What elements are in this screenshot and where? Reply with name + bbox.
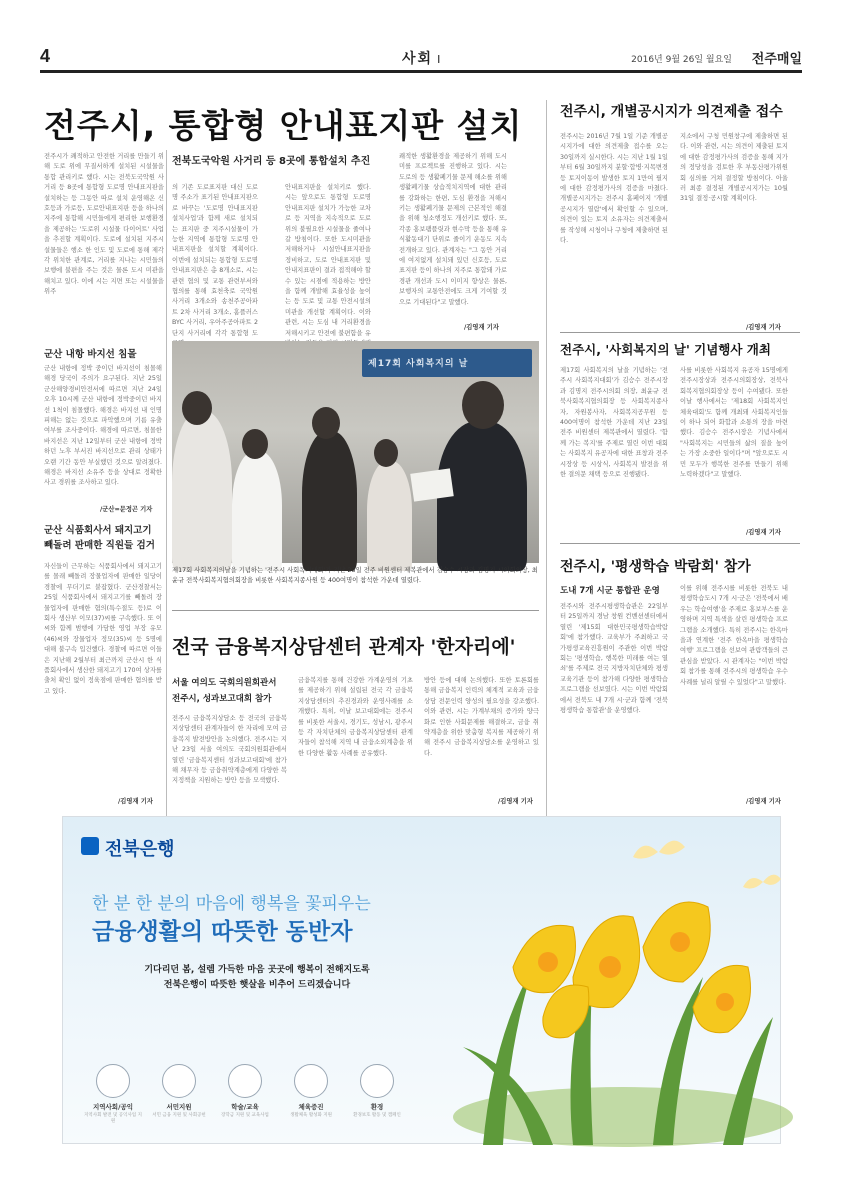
finance-byline: /김영재 기자 bbox=[498, 798, 533, 805]
ad-icon-sub: 지역사회 발전 및 공익사업 지원 bbox=[84, 1113, 142, 1124]
appraisal-col1: 전주시는 2016년 7월 1일 기준 개별공시지가에 대한 의견제출 접수를 오는 30일까지 실시한다. 시는 지난 1월 1일부터 6월 30일까지 분할·합병·지목변경 등 토지이동이 발생한 토지 1만여 필지에 대한 감정평가사의 검증을 마쳤다. 개별공시지가는 전주시 홈페이지 '개별공시지가 열람'에서 확인할 수 있으며, 의견이 있는 토지 소유자는 의견제출서를 작성해 시청이나 구청에 제출하면 된다. bbox=[560, 133, 668, 245]
expo-col1: 전주시와 전주시평생학습관은 22일부터 25일까지 경남 창원 컨벤션센터에서 열린 '제15회 대한민국평생학습박람회'에 참가했다. 교육부가 주최하고 국가평생교육진흥원이 주관한 이번 박람회는 '평생학습, 행복한 미래를 여는 열쇠'를 주제로 전국 지방자치단체와 평생교육기관 등이 참가해 다양한 평생학습 프로그램을 선보였다. 시는 이번 박람회에서 전북도 내 7개 시·군과 함께 '전북 평생학습 통합관'을 운영했다. bbox=[560, 603, 668, 715]
welfare-byline: /김영재 기자 bbox=[746, 529, 781, 536]
ad-icon-sub: 환경보호 활동 및 캠페인 bbox=[353, 1113, 401, 1118]
main-col4: 쾌적한 생활환경을 제공하기 위해 도시미를 프로젝트를 진행하고 있다. 시는 도로의 등 생활폐기물 문제 해소를 위해 생활폐기물 상습적치지역에 대한 관리를 강화하는 한편, 도심 환경을 저해시키는 생활폐기물 문제의 근본적인 해결을 위해 청소행정도 개선키로 했다. 또, 각종 홍보팸플릿과 현수막 등을 통해 유식활동대기 단위로 줄이기 운동도 지속 전개하고 있다. 관계자는 "그 동안 거리에 여지없게 설치돼 있던 신호등, 도로표지판 등이 하나의 지주로 통합돼 가로경관 개선과 도시 이미지 향상은 물론, 보행자의 교통안전에도 크게 기여할 것으로 기대된다"고 말했다. bbox=[399, 153, 507, 306]
attendee-head bbox=[242, 429, 268, 459]
page-number: 4 bbox=[40, 46, 51, 66]
section-rule bbox=[560, 332, 800, 333]
expo-headline: 전주시, '평생학습 박람회' 참가 bbox=[560, 559, 751, 575]
attendee-head bbox=[312, 407, 340, 439]
welfare-col2: 사를 비롯한 사회복지 유공자 15명에게 전주시장상과 전주시의회장상, 전북사회복지협의회장상 등이 수여됐다. 또한 이날 행사에서는 '제18회 사회복지인 체육대회'도 함께 개최돼 사회복지인들이 하나 되어 화합과 소통의 장을 마련했다. 김승수 전주시장은 기념사에서 "사회복지는 시민들의 삶의 질을 높이는 가장 소중한 일이다"며 "앞으로도 시민 모두가 행복한 전주를 만들기 위해 노력하겠다"고 말했다. bbox=[680, 367, 788, 479]
finance-col2: 금융복지를 통해 건강한 가계운영의 기초를 제공하기 위해 설립된 전국 각 금융복지상담센터의 추진경과와 운영사례를 소개했다. 특히, 이날 보고대회에는 전주시를 비롯한 서울시, 경기도, 성남시, 광주시 등 각 자치단체의 금융복지상담센터 관계자들이 참석해 지역 내 금융소외계층을 위한 다양한 활동 사례를 공유했다. bbox=[298, 677, 413, 757]
ad-icon-sports bbox=[281, 1064, 341, 1119]
issue-date: 2016년 9월 26일 월요일 bbox=[631, 55, 732, 65]
ad-icon-label: 환경 bbox=[370, 1103, 384, 1111]
expo-byline: /김영재 기자 bbox=[746, 798, 781, 805]
bank-logo-text: 전북은행 bbox=[105, 839, 175, 860]
food-body: 자신들이 근무하는 식품회사에서 돼지고기를 몰래 빼돌려 장물업자에 판매한 일당이 경찰에 무더기로 붙잡혔다. 군산경찰서는 25일 식품회사에서 돼지고기를 빼돌려 장물업자에 판매한 혐의(특수절도 등)로 이 회사 생산부 이모(37)씨를 구속했다. 또 이씨와 함께 범행에 가담한 영업 부장 유모(46)씨와 장물업자 정모(35)씨 등 5명에 대해 불구속 입건했다. 경찰에 따르면 이들은 지난해 2월부터 최근까지 군산시 한 식품회사에서 생산한 돼지고기 170여 상자를 출처 확인 없이 정육점에 판매한 혐의를 받고 있다. bbox=[44, 563, 162, 695]
ad-icon-sub: 서민 금융 지원 및 사회공헌 bbox=[152, 1113, 206, 1118]
food-headline: 군산 식품회사서 돼지고기 빼돌려 판매한 직원들 검거 bbox=[44, 525, 155, 551]
column-divider bbox=[166, 150, 167, 840]
main-headline: 전주시, 통합형 안내표지판 설치 bbox=[44, 106, 523, 145]
finance-subhead-2: 전주시, 성과보고대회 참가 bbox=[172, 694, 272, 704]
ad-tagline-2: 금융생활의 따뜻한 동반자 bbox=[92, 919, 353, 945]
ad-icon-community bbox=[83, 1064, 143, 1125]
ad-description-line-2: 전북은행이 따뜻한 햇살을 비추어 드리겠습니다 bbox=[163, 980, 351, 990]
main-col3: 안내표지판을 설치키로 했다. 시는 앞으로도 통합형 도로명 안내표지판 설치가 가능한 교차로 등 지역을 지속적으로 도로 위의 불필요한 시설물을 줄여나갈 방침이다. 또한 도시미관을 저해하거나 시설안내표지판을 정비하고, 도로 안내표지판 및 안내지표판이 결과 접적해야 할 수 있는 시점에 적용하는 방안을 함께 개발해 효율성을 높이는 등 도로 및 교통 안전시설의 미관을 개선할 계획이다. 이와 관련, 시는 도심 내 거리환경을 저해시키고 안전에 불편함을 유 bbox=[285, 184, 371, 337]
finance-col3: 방안 등에 대해 논의했다. 또한 토론회를 통해 금융복지 인력의 체계적 교육과 금융상담 전문인력 양성의 필요성을 강조했다. 이와 관련, 시는 가계부채의 증가와 양극화로 인한 사회문제를 해결하고, 금융 취약계층을 위한 맞춤형 복지를 제공하기 위해 전주시 금융복지상담소를 운영하고 있다. bbox=[424, 677, 539, 757]
attendee-head bbox=[182, 391, 212, 425]
section-suffix: I bbox=[437, 53, 443, 66]
welfare-col1: 제17회 사회복지의 날을 기념하는 '전주시 사회복지대회'가 김승수 전주시장과 김명지 전주시의회 의장, 최윤규 전북사회복지협의회장 등 사회복지종사자, 자원봉사자, 사회복지공무원 등 400여명이 참석한 가운데 지난 23일 전주 비원센터 제복관에서 열렸다. '함께 가는 복지'를 주제로 열린 이번 대회는 사회복지 유공자에 대한 표창과 전주시장상 등 시상식, 사회복지 발전을 위한 결의문 채택 등으로 진행됐다. bbox=[560, 367, 668, 479]
ad-icon-row bbox=[83, 1064, 413, 1134]
attendee bbox=[367, 461, 412, 571]
newspaper-brand: 전주매일 bbox=[751, 52, 802, 67]
section-rule bbox=[172, 610, 539, 611]
ad-icon-sub: 생활체육 활성화 지원 bbox=[290, 1113, 332, 1118]
ad-icon-label: 체육증진 bbox=[298, 1103, 324, 1111]
section-title bbox=[402, 48, 442, 68]
photo-caption: 제17회 사회복지의날을 기념하는 '전주시 사회복지대회'가 지난 23일 전주 비원센터 제복관에서 김승수 시장과 김명지 시의회의장, 최윤규 전북사회복지협의회장을 비롯한 사회복지종사원 등 400여명이 참석한 가운데 열렸다. bbox=[172, 567, 538, 584]
barge-body: 군산 내항에 정박 중이던 바지선이 침몰해 해경 당국이 주의가 요구된다. 지난 25일 군산해양경비안전서에 따르면 지난 24일 오후 10시께 군산 내항에 정박중이던 바지선 1척이 침몰했다. 해경은 바지선 내 인명 피해는 없는 것으로 파악했으며 기름 유출 여부를 조사중이다. 해경에 따르면, 침몰한 바지선은 지난 12일부터 군산 내항에 정박하던 노후 부서진 바지선으로 관리 상태가 오랜 기간 동안 부실했던 것으로 알려졌다. 해경은 바지선 소유주 등을 상대로 정확한 사고 경위를 조사하고 있다. bbox=[44, 365, 162, 487]
barge-headline: 군산 내항 바지선 침몰 bbox=[44, 349, 137, 360]
attendee bbox=[232, 451, 282, 571]
support-icon bbox=[162, 1064, 196, 1098]
finance-subhead-1: 서울 여의도 국회의원회관서 bbox=[172, 678, 277, 688]
education-icon bbox=[228, 1064, 262, 1098]
expo-subhead: 도내 7개 시군 통합관 운영 bbox=[560, 586, 660, 596]
flower-illustration bbox=[423, 817, 781, 1145]
ad-description bbox=[92, 963, 422, 993]
main-col1: 전주시가 쾌적하고 안전한 거리를 만들기 위해 도로 위에 무질서하게 설치된 시설물을 통합 관리키로 했다. 시는 전북도국악원 사거리 등 8곳에 통합형 도로명 안내표지판을 설치하는 등 그동안 따로 설치 운영해온 신호등과 가로등, 도로안내표지판 등을 하나의 지주에 통합해 시민들에게 편리한 보행환경을 제공하는 '도로위 시설물 다이어트' 사업을 추진할 계획이다. 도로에 설치된 지주시설물들은 행소 한 인도 및 도로에 통해 제각각 위치한 관계로, 거리를 지나는 시민들의 보행에 불편을 주는 것은 물론 도시 미관을 해치고 있다. 이에 시는 지면 또는 시설물을 위주 bbox=[44, 153, 164, 296]
page-header bbox=[40, 46, 802, 70]
ad-icon-label: 학술/교육 bbox=[231, 1103, 259, 1111]
certificate bbox=[410, 468, 454, 501]
main-byline: /김영재 기자 bbox=[464, 324, 499, 331]
ad-icon-support bbox=[149, 1064, 209, 1119]
main-col2: 의 기존 도로표지판 대신 도로명 주소가 표기된 안내표지판으로 바꾸는 '도로명 안내표지판 설치사업'과 함께 새로 설치되는 표지판 중 지주시설물이 가능한 지역에 통합형 도로명 안내표지판을 설치할 계획이다. 이번에 설치되는 통합형 도로명 안내표지판은 총 8개소로, 시는 관련 협의 및 교통 관련부서와 협의를 통해 효천축로 국악원 사거리 3개소와 송천주공아파트 2차 사거리 3개소, 홈플러스 BYC 사거리, 우아주공아파트 2단지 사거리에 각각 통합형 도 bbox=[172, 184, 258, 337]
expo-col2: 이를 위해 전주시를 비롯한 전북도 내 평생학습도시 7개 시·군은 '전북에서 배우는 학습여행'을 주제로 홍보부스를 운영하며 지역 특색을 살린 평생학습 프로그램을 소개했다. 특히 전주시는 한옥마을과 연계한 '전주 한옥마을 평생학습 여행' 프로그램을 선보여 관람객들의 큰 관심을 받았다. 시 관계자는 "이번 박람회 참가를 통해 전주시의 평생학습 우수사례를 널리 알릴 수 있었다"고 말했다. bbox=[680, 585, 788, 686]
bank-advertisement bbox=[62, 816, 781, 1144]
event-banner-text: 제17회 사회복지의 날 bbox=[368, 359, 469, 369]
section-rule bbox=[560, 543, 800, 544]
welfare-headline: 전주시, '사회복지의 날' 기념행사 개최 bbox=[560, 342, 771, 357]
main-subhead: 전북도국악원 사거리 등 8곳에 통합설치 추진 bbox=[172, 156, 371, 167]
news-photo bbox=[172, 341, 539, 563]
ad-icon-environment bbox=[347, 1064, 407, 1119]
food-byline: /김영재 기자 bbox=[118, 798, 153, 805]
attendee bbox=[172, 411, 232, 571]
ad-description-line-1: 기다리던 봄, 설렘 가득한 마음 곳곳에 행복이 전해지도록 bbox=[144, 965, 370, 975]
ad-icon-education bbox=[215, 1064, 275, 1119]
ad-icon-label: 지역사회/공익 bbox=[92, 1103, 134, 1111]
barge-byline: /군산=문정곤 기자 bbox=[100, 506, 153, 513]
finance-headline: 전국 금융복지상담센터 관계자 '한자리에' bbox=[172, 636, 516, 658]
community-icon bbox=[96, 1064, 130, 1098]
presenter-head bbox=[462, 381, 504, 429]
attendee bbox=[302, 431, 357, 571]
header-rule bbox=[40, 70, 802, 73]
ad-icon-label: 서민지원 bbox=[166, 1103, 192, 1111]
environment-icon bbox=[360, 1064, 394, 1098]
ad-icon-sub: 장학금 지원 및 교육사업 bbox=[221, 1113, 269, 1118]
appraisal-byline: /김영재 기자 bbox=[746, 324, 781, 331]
appraisal-col2: 지소에서 구청 민원창구에 제출하면 된다. 이와 관련, 시는 의견이 제출된 토지에 대한 감정평가사의 검증을 통해 지가의 정당성을 검토한 후 부동산평가위원회 심의를 거쳐 결정할 방침이다. 아울러 최종 결정된 개별공시지가는 10월 31일 결정·공시할 계획이다. bbox=[680, 133, 788, 203]
appraisal-headline: 전주시, 개별공시지가 의견제출 접수 bbox=[560, 104, 783, 120]
sports-icon bbox=[294, 1064, 328, 1098]
section-name: 사회 bbox=[402, 51, 434, 67]
finance-col1: 전주시 금융복지상담소 등 전국의 금융복지상담센터 관계자들이 한 자리에 모여 금융복지 발전방안을 논의했다. 전주시는 지난 23일 서울 여의도 국회의원회관에서 열린 '금융복지센터 성과보고대회'에 참가해 채무자 등 금융취약계층에게 다양한 복지정책을 지원하는 방안 등을 모색했다. bbox=[172, 715, 287, 785]
attendee-head bbox=[374, 439, 398, 467]
bank-logo-mark bbox=[81, 837, 99, 855]
column-divider bbox=[546, 100, 547, 820]
ad-tagline-1: 한 분 한 분의 마음에 행복을 꽃피우는 bbox=[92, 894, 371, 914]
